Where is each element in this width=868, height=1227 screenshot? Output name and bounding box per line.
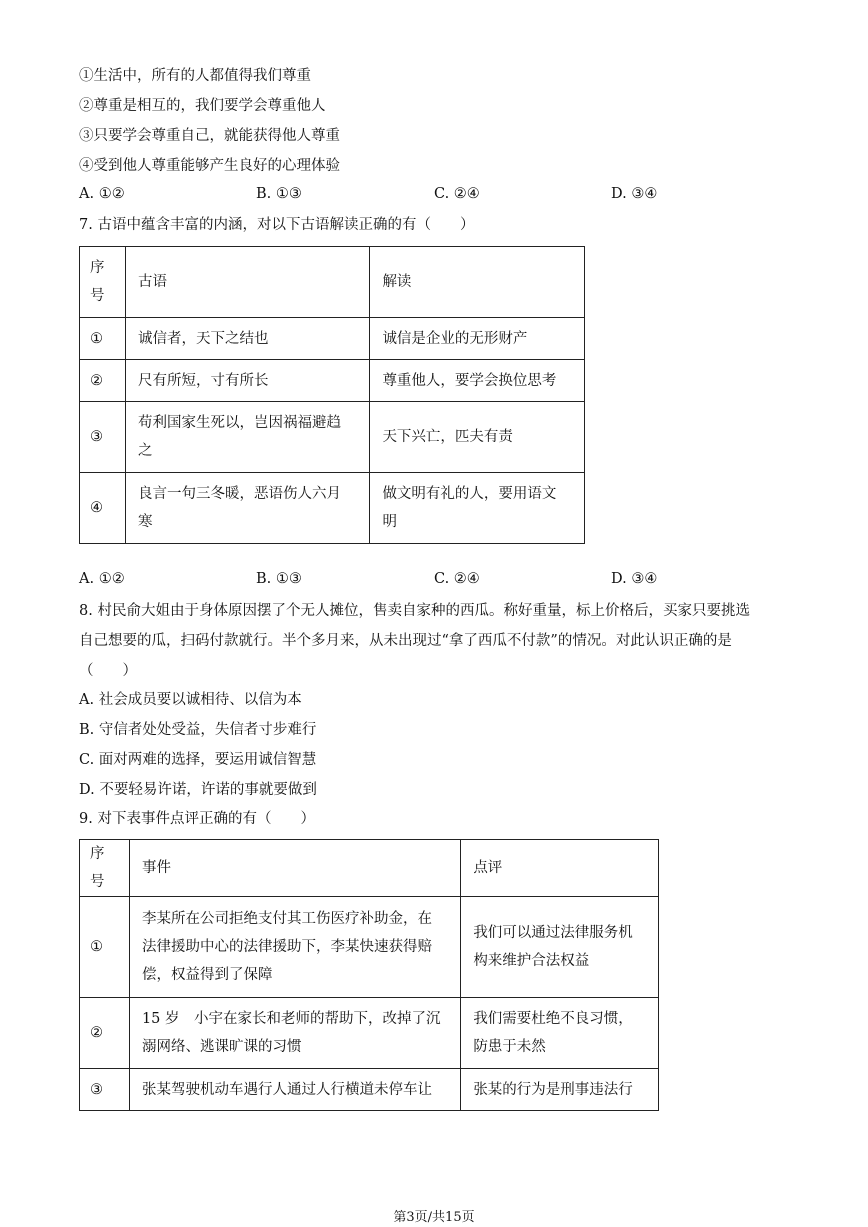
q7-row-quote: 诚信者，天下之结也 — [125, 318, 369, 360]
q9-row-index: ② — [80, 998, 130, 1069]
q7-row — [80, 318, 585, 360]
q7-option-b: B. ①③ — [256, 571, 302, 587]
q9-table — [79, 839, 659, 1111]
q7-row-quote: 尺有所短，寸有所长 — [125, 360, 369, 402]
q7-row-quote: 苟利国家生死以，岂因祸福避趋 之 — [125, 402, 369, 473]
q9-row-comment: 我们可以通过法律服务机 构来维护合法权益 — [461, 897, 659, 998]
q7-row-reading: 诚信是企业的无形财产 — [370, 318, 585, 360]
q6-statement-1: ①生活中，所有的人都值得我们尊重 — [79, 68, 311, 84]
q7-row — [80, 473, 585, 544]
q6-statement-3: ③只要学会尊重自己，就能获得他人尊重 — [79, 128, 340, 144]
q7-header-quote: 古语 — [125, 247, 369, 318]
q7-stem: 7. 古语中蕴含丰富的内涵，对以下古语解读正确的有（ ） — [79, 217, 475, 233]
q6-option-d: D. ③④ — [611, 186, 658, 202]
q7-row-reading: 天下兴亡，匹夫有责 — [370, 402, 585, 473]
q7-row-index: ③ — [80, 402, 126, 473]
q6-statement-2: ②尊重是相互的，我们要学会尊重他人 — [79, 98, 326, 114]
q7-row — [80, 360, 585, 402]
q7-option-a: A. ①② — [79, 571, 125, 587]
q6-options — [79, 186, 719, 206]
q7-options — [79, 571, 719, 591]
q8-option-c: C. 面对两难的选择，要运用诚信智慧 — [79, 752, 317, 768]
q8-option-d: D. 不要轻易许诺，许诺的事就要做到 — [79, 782, 317, 798]
q7-header-reading: 解读 — [370, 247, 585, 318]
q6-option-b: B. ①③ — [256, 186, 302, 202]
q8-option-b: B. 守信者处处受益，失信者寸步难行 — [79, 722, 317, 738]
q9-stem: 9. 对下表事件点评正确的有（ ） — [79, 811, 315, 827]
q9-row-index: ③ — [80, 1069, 130, 1111]
q9-row-index: ① — [80, 897, 130, 998]
q6-option-c: C. ②④ — [434, 186, 480, 202]
q7-row-index: ④ — [80, 473, 126, 544]
q7-row-reading: 尊重他人，要学会换位思考 — [370, 360, 585, 402]
q7-header-index: 序 号 — [80, 247, 126, 318]
q7-table — [79, 246, 585, 544]
q7-option-d: D. ③④ — [611, 571, 658, 587]
q9-row — [80, 998, 659, 1069]
q8-stem-line-3: （ ） — [79, 663, 137, 679]
page-footer: 第3页/共15页 — [393, 1210, 475, 1225]
q9-header-event: 事件 — [129, 840, 460, 897]
q8-option-a: A. 社会成员要以诚相待、以信为本 — [79, 692, 302, 708]
q7-row-quote: 良言一句三冬暖，恶语伤人六月 寒 — [125, 473, 369, 544]
q9-row-comment: 张某的行为是刑事违法行 — [461, 1069, 659, 1111]
q6-option-a: A. ①② — [79, 186, 125, 202]
q8-stem-line-2: 自己想要的瓜，扫码付款就行。半个多月来，从未出现过“拿了西瓜不付款”的情况。对此认识正确的是 — [79, 633, 732, 649]
q7-header-row — [80, 247, 585, 318]
q7-row — [80, 402, 585, 473]
q9-row-event: 15 岁 小宇在家长和老师的帮助下，改掉了沉 溺网络、逃课旷课的习惯 — [129, 998, 460, 1069]
q7-row-reading: 做文明有礼的人，要用语文 明 — [370, 473, 585, 544]
q6-statement-4: ④受到他人尊重能够产生良好的心理体验 — [79, 158, 340, 174]
q7-row-index: ① — [80, 318, 126, 360]
q7-row-index: ② — [80, 360, 126, 402]
q9-header-comment: 点评 — [461, 840, 659, 897]
q9-header-index: 序号 — [80, 840, 130, 897]
q9-row-event: 张某驾驶机动车遇行人通过人行横道未停车让 — [129, 1069, 460, 1111]
q9-row-event: 李某所在公司拒绝支付其工伤医疗补助金，在 法律援助中心的法律援助下，李某快速获得赔 偿，权益得到了保障 — [129, 897, 460, 998]
q9-row — [80, 897, 659, 998]
q9-row-comment: 我们需要杜绝不良习惯， 防患于未然 — [461, 998, 659, 1069]
q7-option-c: C. ②④ — [434, 571, 480, 587]
q9-row — [80, 1069, 659, 1111]
q9-header-row — [80, 840, 659, 897]
q8-stem-line-1: 8. 村民俞大姐由于身体原因摆了个无人摊位，售卖自家种的西瓜。称好重量，标上价格后，买家只要挑选 — [79, 603, 750, 619]
